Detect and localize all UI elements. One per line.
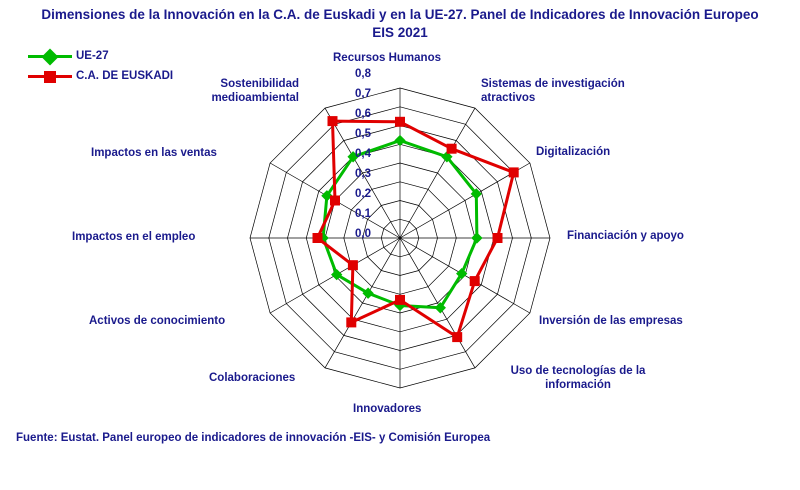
tick-label-0: 0,0: [355, 228, 371, 240]
axis-label-financiacion: Financiación y apoyo: [567, 230, 684, 242]
tick-label-1: 0,1: [355, 208, 371, 220]
page-title: Dimensiones de la Innovación en la C.A. de Euskadi y en la UE-27. Panel de Indicadores de Innovación Europeo EIS 2021: [41, 7, 759, 41]
axis-label-activos: Activos de conocimiento: [89, 315, 226, 327]
legend-label-euskadi: C.A. DE EUSKADI: [76, 70, 174, 82]
source-note: Fuente: Eustat. Panel europeo de indicadores de innovación -EIS- y Comisión Europea: [16, 432, 491, 444]
axis-label-digitalizacion: Digitalización: [536, 146, 611, 158]
axis-label-impactos-ventas: Impactos en las ventas: [91, 147, 217, 159]
tick-label-2: 0,2: [355, 188, 371, 200]
tick-label-6: 0,6: [355, 108, 371, 120]
legend-label-ue27: UE-27: [76, 50, 109, 62]
axis-label-uso-tecnologias: Uso de tecnologías de la información: [510, 365, 646, 391]
axis-label-recursos-humanos: Recursos Humanos: [333, 52, 442, 64]
axis-label-sostenibilidad: Sostenibilidad medioambiental: [211, 78, 299, 104]
axis-label-colaboraciones: Colaboraciones: [209, 372, 296, 384]
axis-label-inversion: Inversión de las empresas: [539, 315, 683, 327]
tick-label-3: 0,3: [355, 168, 371, 180]
tick-label-7: 0,7: [355, 88, 371, 100]
axis-label-innovadores: Innovadores: [353, 403, 422, 415]
axis-label-sistemas: Sistemas de investigación atractivos: [481, 78, 625, 104]
tick-label-8: 0,8: [355, 68, 371, 80]
tick-label-5: 0,5: [355, 128, 371, 140]
axis-label-impactos-empleo: Impactos en el empleo: [72, 231, 196, 243]
tick-label-4: 0,4: [355, 148, 371, 160]
